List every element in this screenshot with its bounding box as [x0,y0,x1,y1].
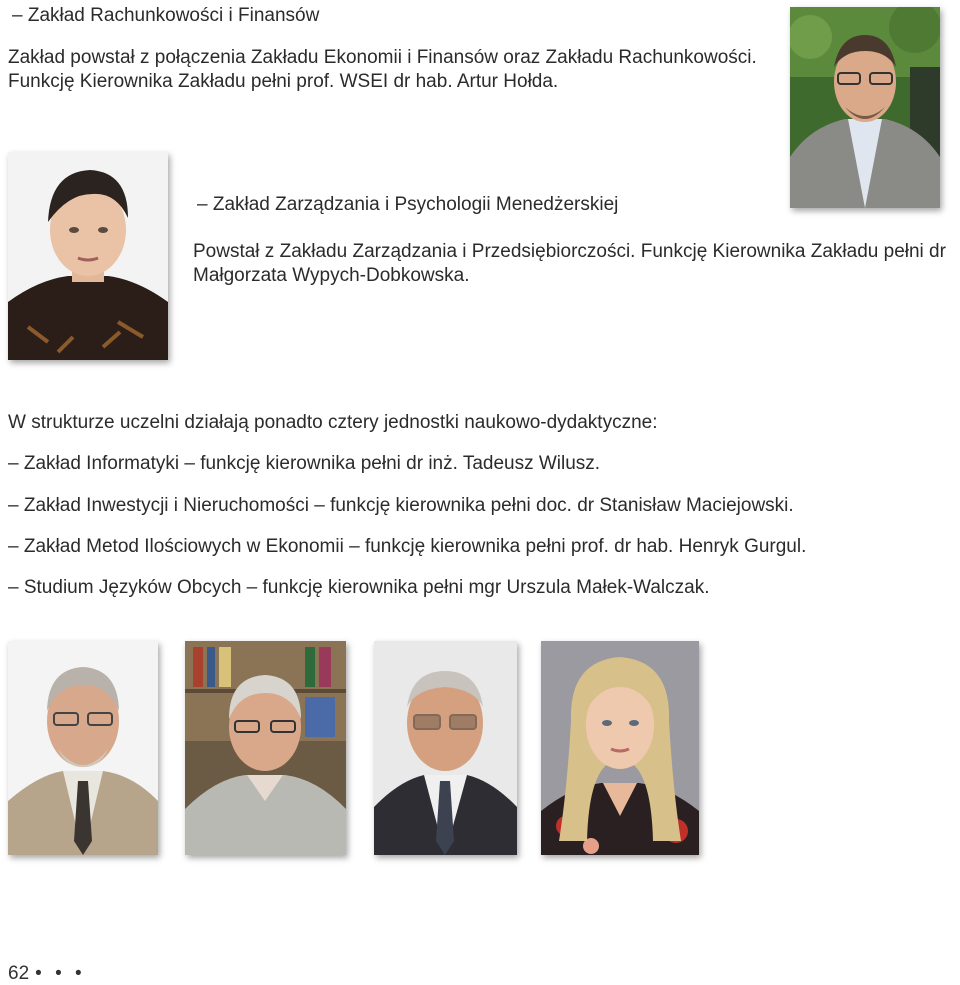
list-item-text: Zakład Inwestycji i Nieruchomości – funkcję kierownika pełni doc. dr Stanisław Maciejowski. [23,495,794,516]
list-item-text: Zakład Metod Ilościowych w Ekonomii – funkcję kierownika pełni prof. dr hab. Henryk Gurgul. [23,536,807,557]
list-item [8,452,600,476]
portrait-photo [8,641,158,855]
portrait-photo [790,7,940,208]
list-bullet: – [8,536,19,557]
list-item-text: Studium Języków Obcych – funkcję kierownika pełni mgr Urszula Małek-Walczak. [23,577,710,598]
portrait-photo [185,641,346,855]
list-item [8,576,710,600]
page-number: 62 [8,963,30,984]
list-bullet: – [8,577,19,598]
portrait-photo [541,641,699,855]
section-heading-accounting: – Zakład Rachunkowości i Finansów [12,5,320,26]
list-bullet: – [8,495,19,516]
portrait-photo [374,641,517,855]
units-intro: W strukturze uczelni działają ponadto cztery jednostki naukowo-dydaktyczne: [8,412,658,433]
section-text-line: Powstał z Zakładu Zarządzania i Przedsiębiorczości. Funkcję Kierownika Zakładu pełni dr [193,241,946,262]
footer-dots: • • • [35,963,86,984]
section-text-line: Małgorzata Wypych-Dobkowska. [193,265,470,286]
section-text-line: Funkcję Kierownika Zakładu pełni prof. WSEI dr hab. Artur Hołda. [8,71,559,92]
list-item [8,535,806,559]
section-heading-management: – Zakład Zarządzania i Psychologii Menedżerskiej [197,194,619,215]
page-footer [8,963,86,985]
list-item-text: Zakład Informatyki – funkcję kierownika pełni dr inż. Tadeusz Wilusz. [23,453,601,474]
portrait-photo [8,152,168,360]
list-item [8,494,794,518]
section-text-line: Zakład powstał z połączenia Zakładu Ekonomii i Finansów oraz Zakładu Rachunkowości. [8,47,757,68]
list-bullet: – [8,453,19,474]
